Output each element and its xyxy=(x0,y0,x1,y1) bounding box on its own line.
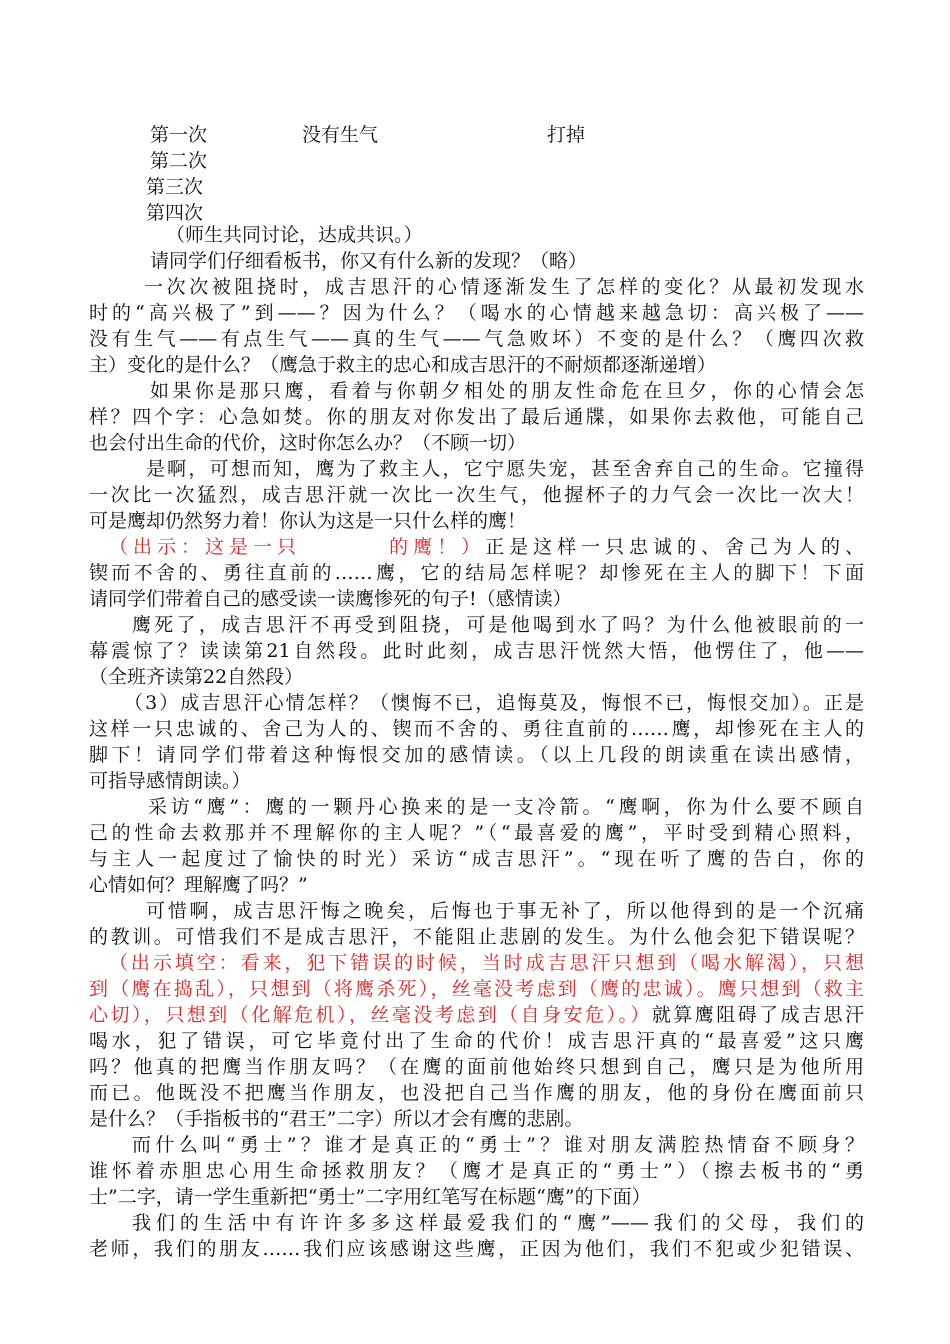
board-row-label: 第二次 xyxy=(150,150,208,172)
body-text-line xyxy=(89,1054,864,1080)
body-text-segment: 一次次被阻挠时，成吉思汗的心情逐渐发生了怎样的变化？从最初发现水 xyxy=(144,276,864,298)
body-text-segment: 正是这样一只忠诚的、舍己为人的、 xyxy=(485,536,864,558)
body-text-segment: 是啊，可想而知，鹰为了救主人，它宁愿失宠，甚至舍弃自己的生命。它撞得 xyxy=(146,458,864,480)
body-text-segment: 采访“鹰”：鹰的一颗丹心换来的是一支冷箭。“鹰啊，你为什么要不顾自 xyxy=(148,796,864,818)
body-text-line xyxy=(89,300,864,326)
body-text-segment: 没有生气——有点生气——真的生气——气急败坏）不变的是什么？（鹰四次救 xyxy=(89,328,864,350)
body-text-line xyxy=(89,742,864,768)
body-text-line xyxy=(89,560,864,586)
highlighted-prompt-text: 的鹰！） xyxy=(389,536,486,558)
body-text-segment: 与主人一起度过了愉快的时光）采访“成吉思汗”。“现在听了鹰的告白，你的 xyxy=(89,848,864,870)
body-text-line xyxy=(89,1080,864,1106)
body-text-line xyxy=(89,1106,864,1132)
body-text-line xyxy=(150,378,864,404)
body-text-segment: 一次比一次猛烈，成吉思汗就一次比一次生气，他握杯子的力气会一次比一次大！ xyxy=(89,484,864,506)
body-text-line xyxy=(89,352,864,378)
body-text-line xyxy=(89,404,864,430)
board-row-label: 第四次 xyxy=(146,202,204,224)
body-text-line xyxy=(89,872,864,898)
board-table-row xyxy=(0,148,950,174)
body-text-segment: 鹰死了，成吉思汗不再受到阻挠，可是他喝到水了吗？为什么他被眼前的一 xyxy=(132,614,864,636)
body-text-line xyxy=(146,456,864,482)
body-text-segment: （3）成吉思汗心情怎样？（懊悔不已，追悔莫及，悔恨不已，悔恨交加）。正是 xyxy=(124,692,864,714)
body-text-segment: 我们的生活中有许许多多这样最爱我们的“鹰”——我们的父母，我们的 xyxy=(132,1212,864,1234)
body-text-segment: 如果你是那只鹰，看着与你朝夕相处的朋友性命危在旦夕，你的心情会怎 xyxy=(150,380,864,402)
board-row-label: 第三次 xyxy=(146,176,204,198)
body-text-segment: 也会付出生命的代价，这时你怎么办？（不顾一切） xyxy=(89,432,527,454)
body-text-line xyxy=(132,1210,864,1236)
body-text-line xyxy=(89,1002,864,1028)
board-table-row xyxy=(0,122,950,148)
body-text-line xyxy=(146,898,864,924)
body-text-line xyxy=(89,508,864,534)
body-text-line xyxy=(89,820,864,846)
body-text-line xyxy=(89,976,864,1002)
board-row-action: 打掉 xyxy=(547,124,586,146)
highlighted-prompt-text: 心切），只想到（化解危机），丝毫没考虑到（自身安危）。） xyxy=(89,1004,652,1026)
highlighted-prompt-text: （出示：这是一只 xyxy=(109,536,301,558)
body-text-segment: 这样一只忠诚的、舍己为人的、锲而不舍的、勇往直前的……鹰，却惨死在主人的 xyxy=(89,718,864,740)
body-text-line xyxy=(89,1236,864,1262)
highlighted-prompt-text xyxy=(301,536,389,558)
body-text-line xyxy=(89,638,864,664)
body-text-segment: 就算鹰阻碍了成吉思汗 xyxy=(651,1004,864,1026)
body-text-segment: 可惜啊，成吉思汗悔之晚矣，后悔也于事无补了，所以他得到的是一个沉痛 xyxy=(146,900,864,922)
body-text-segment: 己的性命去救那并不理解你的主人呢？”（“最喜爱的鹰”，平时受到精心照料， xyxy=(89,822,864,844)
body-text-line xyxy=(89,430,864,456)
body-text-segment: 而已。他既没不把鹰当作朋友，也没把自己当作鹰的朋友，他的身份在鹰面前只 xyxy=(89,1082,864,1104)
body-text-line xyxy=(148,794,864,820)
body-text-segment: 士”二字，请一学生重新把“勇士”二字用红笔写在标题“鹰”的下面） xyxy=(89,1186,651,1208)
body-text-line xyxy=(144,274,864,300)
body-text-segment: 可是鹰却仍然努力着！你认为这是一只什么样的鹰！ xyxy=(89,510,527,532)
board-row-mood: 没有生气 xyxy=(302,124,379,146)
body-text-line xyxy=(89,924,864,950)
body-text-segment: 请同学们带着自己的感受读一读鹰惨死的句子!（感情读） xyxy=(89,588,572,610)
body-text-line xyxy=(124,690,864,716)
body-text-line xyxy=(89,1158,864,1184)
body-text-line xyxy=(89,326,864,352)
board-table-row xyxy=(0,174,950,200)
body-text-line xyxy=(89,664,864,690)
body-text-segment: （全班齐读第22自然段） xyxy=(89,666,304,688)
body-text-segment: 请同学们仔细看板书，你又有什么新的发现？（略） xyxy=(150,250,588,272)
body-text-segment: 老师，我们的朋友……我们应该感谢这些鹰，正因为他们，我们不犯或少犯错误、 xyxy=(89,1238,864,1260)
body-text-line xyxy=(132,1132,864,1158)
body-text-segment: 锲而不舍的、勇往直前的……鹰，它的结局怎样呢？却惨死在主人的脚下！下面 xyxy=(89,562,864,584)
body-text-segment: 谁怀着赤胆忠心用生命拯救朋友？（鹰才是真正的“勇士”）（擦去板书的“勇 xyxy=(89,1160,864,1182)
body-text-segment: 心情如何？理解鹰了吗？” xyxy=(89,874,308,896)
body-text-segment: （师生共同讨论，达成共识。） xyxy=(166,224,423,246)
body-text-segment: 喝水，犯了错误，可它毕竟付出了生命的代价！成吉思汗真的“最喜爱”这只鹰 xyxy=(89,1030,864,1052)
body-text-segment: 而什么叫“勇士”？谁才是真正的“勇士”？谁对朋友满腔热情奋不顾身？ xyxy=(132,1134,864,1156)
body-text-line xyxy=(89,1028,864,1054)
body-text-segment: 可指导感情朗读。） xyxy=(89,770,251,792)
body-text-line xyxy=(89,768,864,794)
highlighted-prompt-text: 到（鹰在捣乱），只想到（将鹰杀死），丝毫没考虑到（鹰的忠诚）。鹰只想到（救主 xyxy=(89,978,864,1000)
body-text-segment: 的教训。可惜我们不是成吉思汗，不能阻止悲剧的发生。为什么他会犯下错误呢？ xyxy=(89,926,864,948)
body-text-segment: 主）变化的是什么？（鹰急于救主的忠心和成吉思汗的不耐烦都逐渐递增） xyxy=(89,354,717,376)
body-text-line xyxy=(89,1184,864,1210)
body-text-segment: 脚下！请同学们带着这种悔恨交加的感情读。（以上几段的朗读重在读出感情， xyxy=(89,744,864,766)
body-text-segment: 时的“高兴极了”到——？因为什么？（喝水的心情越来越急切：高兴极了—— xyxy=(89,302,864,324)
body-text-line xyxy=(109,534,864,560)
body-text-line xyxy=(89,586,864,612)
body-text-segment: 样？四个字：心急如焚。你的朋友对你发出了最后通牒，如果你去救他，可能自己 xyxy=(89,406,864,428)
body-text-line xyxy=(132,612,864,638)
body-text-line xyxy=(166,222,864,248)
body-text-line xyxy=(89,846,864,872)
body-text-line xyxy=(89,716,864,742)
board-row-label: 第一次 xyxy=(150,124,208,146)
body-text-segment: 是什么？（手指板书的“君王”二字）所以才会有鹰的悲剧。 xyxy=(89,1108,584,1130)
body-text-line xyxy=(89,482,864,508)
highlighted-prompt-text: （出示填空：看来，犯下错误的时候，当时成吉思汗只想到（喝水解渴），只想 xyxy=(109,952,864,974)
body-text-line xyxy=(109,950,864,976)
body-text-segment: 幕震惊了？读读第21自然段。此时此刻，成吉思汗恍然大悟，他愣住了，他—— xyxy=(89,640,864,662)
body-text-segment: 吗？他真的把鹰当作朋友吗？（在鹰的面前他始终只想到自己，鹰只是为他所用 xyxy=(89,1056,864,1078)
body-text-line xyxy=(150,248,864,274)
